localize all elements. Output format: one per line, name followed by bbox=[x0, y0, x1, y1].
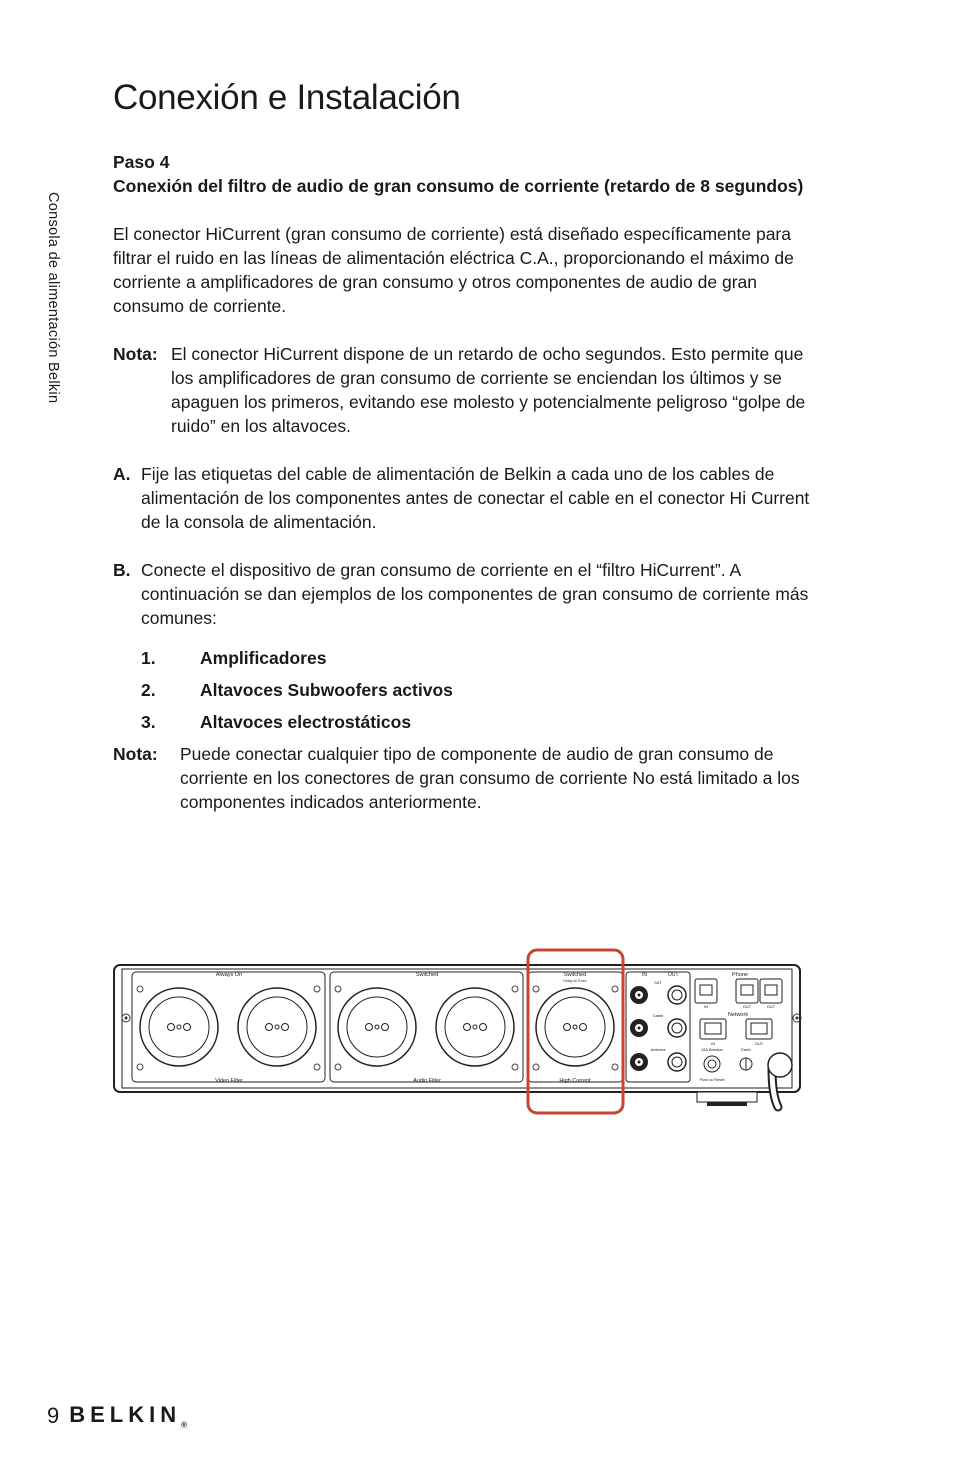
instruction-b bbox=[113, 558, 813, 630]
list-item-text: Altavoces electrostáticos bbox=[200, 712, 412, 732]
label-delay: Delay on 8 sec bbox=[563, 979, 587, 983]
list-item-text: Altavoces Subwoofers activos bbox=[200, 680, 453, 700]
note-2 bbox=[113, 742, 813, 814]
label-cable: Cable bbox=[652, 1013, 664, 1018]
instruction-b-label: B. bbox=[113, 560, 131, 580]
label-phone-in: IN bbox=[704, 1004, 708, 1009]
note-1-text: El conector HiCurrent dispone de un retardo de ocho segundos. Esto permite que los amplificadores de gran consumo de corriente se enciendan los últimos y se apaguen los primeros, evitando ese molesto y potencialmente peligroso “golpe de ruido” en los altavoces. bbox=[171, 344, 806, 436]
label-phone-out-2: OUT bbox=[766, 1004, 776, 1009]
label-antenna: Antenna bbox=[650, 1047, 666, 1052]
page-title: Conexión e Instalación bbox=[113, 78, 461, 117]
label-phone: Phone bbox=[732, 972, 748, 978]
main-content bbox=[113, 150, 813, 814]
component-list bbox=[113, 646, 813, 742]
label-high-current: High Current bbox=[559, 1078, 591, 1084]
step-label: Paso 4 bbox=[113, 152, 170, 172]
note-1-label: Nota: bbox=[113, 344, 158, 364]
instruction-b-text: Conecte el dispositivo de gran consumo de corriente en el “filtro HiCurrent”. A continuación se dan ejemplos de los componentes de gran consumo de corriente más comunes: bbox=[141, 560, 809, 628]
list-item-number: 1. bbox=[141, 648, 156, 668]
note-2-text: Puede conectar cualquier tipo de componente de audio de gran consumo de corriente en los conectores de gran consumo de corriente No está limitado a los componentes indicados anteriormente. bbox=[180, 744, 800, 812]
note-2-label: Nota: bbox=[113, 744, 158, 764]
label-net-in: IN bbox=[711, 1041, 715, 1046]
instruction-a bbox=[113, 462, 813, 534]
list-item-number: 2. bbox=[141, 680, 156, 700]
list-item-text: Amplificadores bbox=[200, 648, 327, 668]
footer bbox=[47, 1402, 192, 1429]
page-number: 9 bbox=[47, 1402, 60, 1428]
label-earth: Earth bbox=[741, 1047, 751, 1052]
label-switched-hc: Switched bbox=[563, 972, 587, 978]
label-sat: SAT bbox=[654, 980, 662, 985]
list-item bbox=[141, 678, 813, 710]
label-always-on: Always On bbox=[215, 972, 243, 978]
label-video-filter: Video Filter bbox=[215, 1078, 243, 1084]
instruction-a-text: Fije las etiquetas del cable de alimentación de Belkin a cada uno de los cables de alimentación de los componentes antes de conectar el cable en el conector Hi Current de la consola de alimentación. bbox=[141, 464, 810, 532]
registered-mark: ® bbox=[181, 1420, 193, 1430]
label-in: IN bbox=[642, 972, 647, 978]
label-out: OUT bbox=[668, 972, 679, 978]
label-switched: Switched bbox=[415, 972, 439, 978]
list-item bbox=[141, 710, 813, 742]
list-item bbox=[141, 646, 813, 678]
sidebar-label: Consola de alimentación Belkin bbox=[45, 192, 61, 404]
step-heading: Conexión del filtro de audio de gran consumo de corriente (retardo de 8 segundos) bbox=[113, 176, 804, 196]
list-item-number: 3. bbox=[141, 712, 156, 732]
note-1 bbox=[113, 342, 813, 438]
label-breaker: 15A Breaker bbox=[700, 1047, 724, 1052]
intro-paragraph: El conector HiCurrent (gran consumo de corriente) está diseñado específicamente para filtrar el ruido en las líneas de alimentación eléctrica C.A., proporcionando el máximo de corriente a amplificadores de gran consumo y otros componentes de audio de gran consumo de corriente. bbox=[113, 224, 794, 316]
label-audio-filter: Audio Filter bbox=[413, 1078, 441, 1084]
label-phone-out-1: OUT bbox=[742, 1004, 752, 1009]
belkin-logo bbox=[69, 1402, 192, 1429]
power-console-diagram bbox=[112, 945, 808, 1120]
label-push-reset: Push to Reset bbox=[699, 1077, 725, 1082]
instruction-a-label: A. bbox=[113, 464, 131, 484]
label-network: Network bbox=[727, 1012, 749, 1018]
brand-text: BELKIN bbox=[69, 1402, 182, 1427]
label-net-out: OUT bbox=[754, 1041, 764, 1046]
